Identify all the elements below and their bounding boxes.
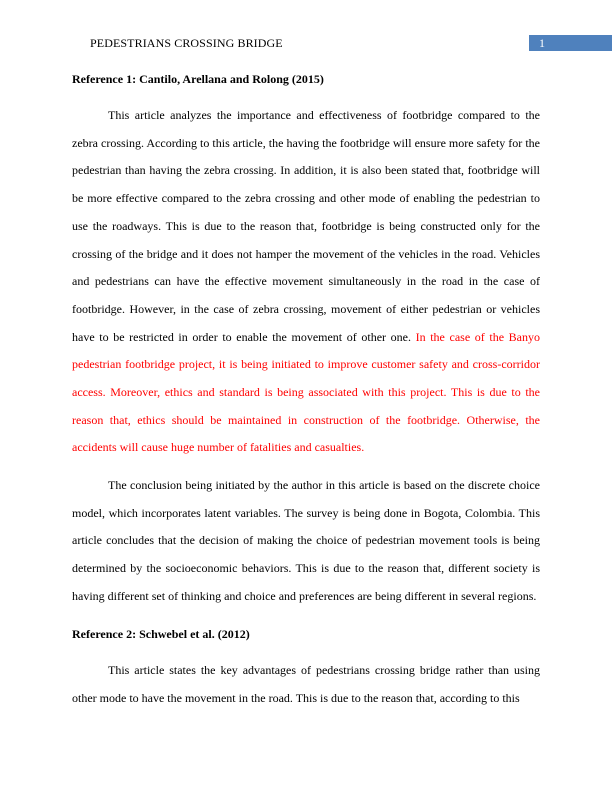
reference-1-heading: Reference 1: Cantilo, Arellana and Rolong (2015): [72, 72, 324, 86]
page-number: 1: [539, 36, 545, 50]
reference-2-heading: Reference 2: Schwebel et al. (2012): [72, 627, 250, 641]
reference-1-paragraph-1: [72, 102, 540, 462]
page-number-bar: [529, 35, 612, 51]
reference-1-paragraph-2: The conclusion being initiated by the author in this article is based on the discrete choice model, which incorporates latent variables. The survey is being done in Bogota, Colombia. This article concludes that the decision of making the choice of pedestrian movement tools is being determined by the socioeconomic behaviors. This is due to the reason that, different society is having different set of thinking and choice and preferences are being different in several regions.: [72, 478, 540, 603]
reference-2-paragraph-1: This article states the key advantages of pedestrians crossing bridge rather than using other mode to have the movement in the road. This is due to the reason that, according to this: [72, 663, 540, 705]
reference-1-paragraph-1-text: This article analyzes the importance and effectiveness of footbridge compared to the zebra crossing. According to this article, the having the footbridge will ensure more safety for the pedestrian than having the zebra crossing. In addition, it is also been stated that, footbridge will be more effective compared to the zebra crossing and other mode of enabling the pedestrian to use the roadways. This is due to the reason that, footbridge is being constructed only for the crossing of the bridge and it does not hamper the movement of the vehicles in the road. Vehicles and pedestrians can have the effective movement simultaneously in the road in the case of footbridge. However, in the case of zebra crossing, movement of either pedestrian or vehicles have to be restricted in order to enable the movement of other one.: [72, 108, 540, 344]
running-header-title: PEDESTRIANS CROSSING BRIDGE: [90, 36, 283, 50]
reference-1-paragraph-1-highlighted-text: In the case of the Banyo pedestrian footbridge project, it is being initiated to improve customer safety and cross-corridor access. Moreover, ethics and standard is being associated with this project. This is due to the reason that, ethics should be maintained in construction of the footbridge. Otherwise, the accidents will cause huge number of fatalities and casualties.: [72, 329, 540, 455]
